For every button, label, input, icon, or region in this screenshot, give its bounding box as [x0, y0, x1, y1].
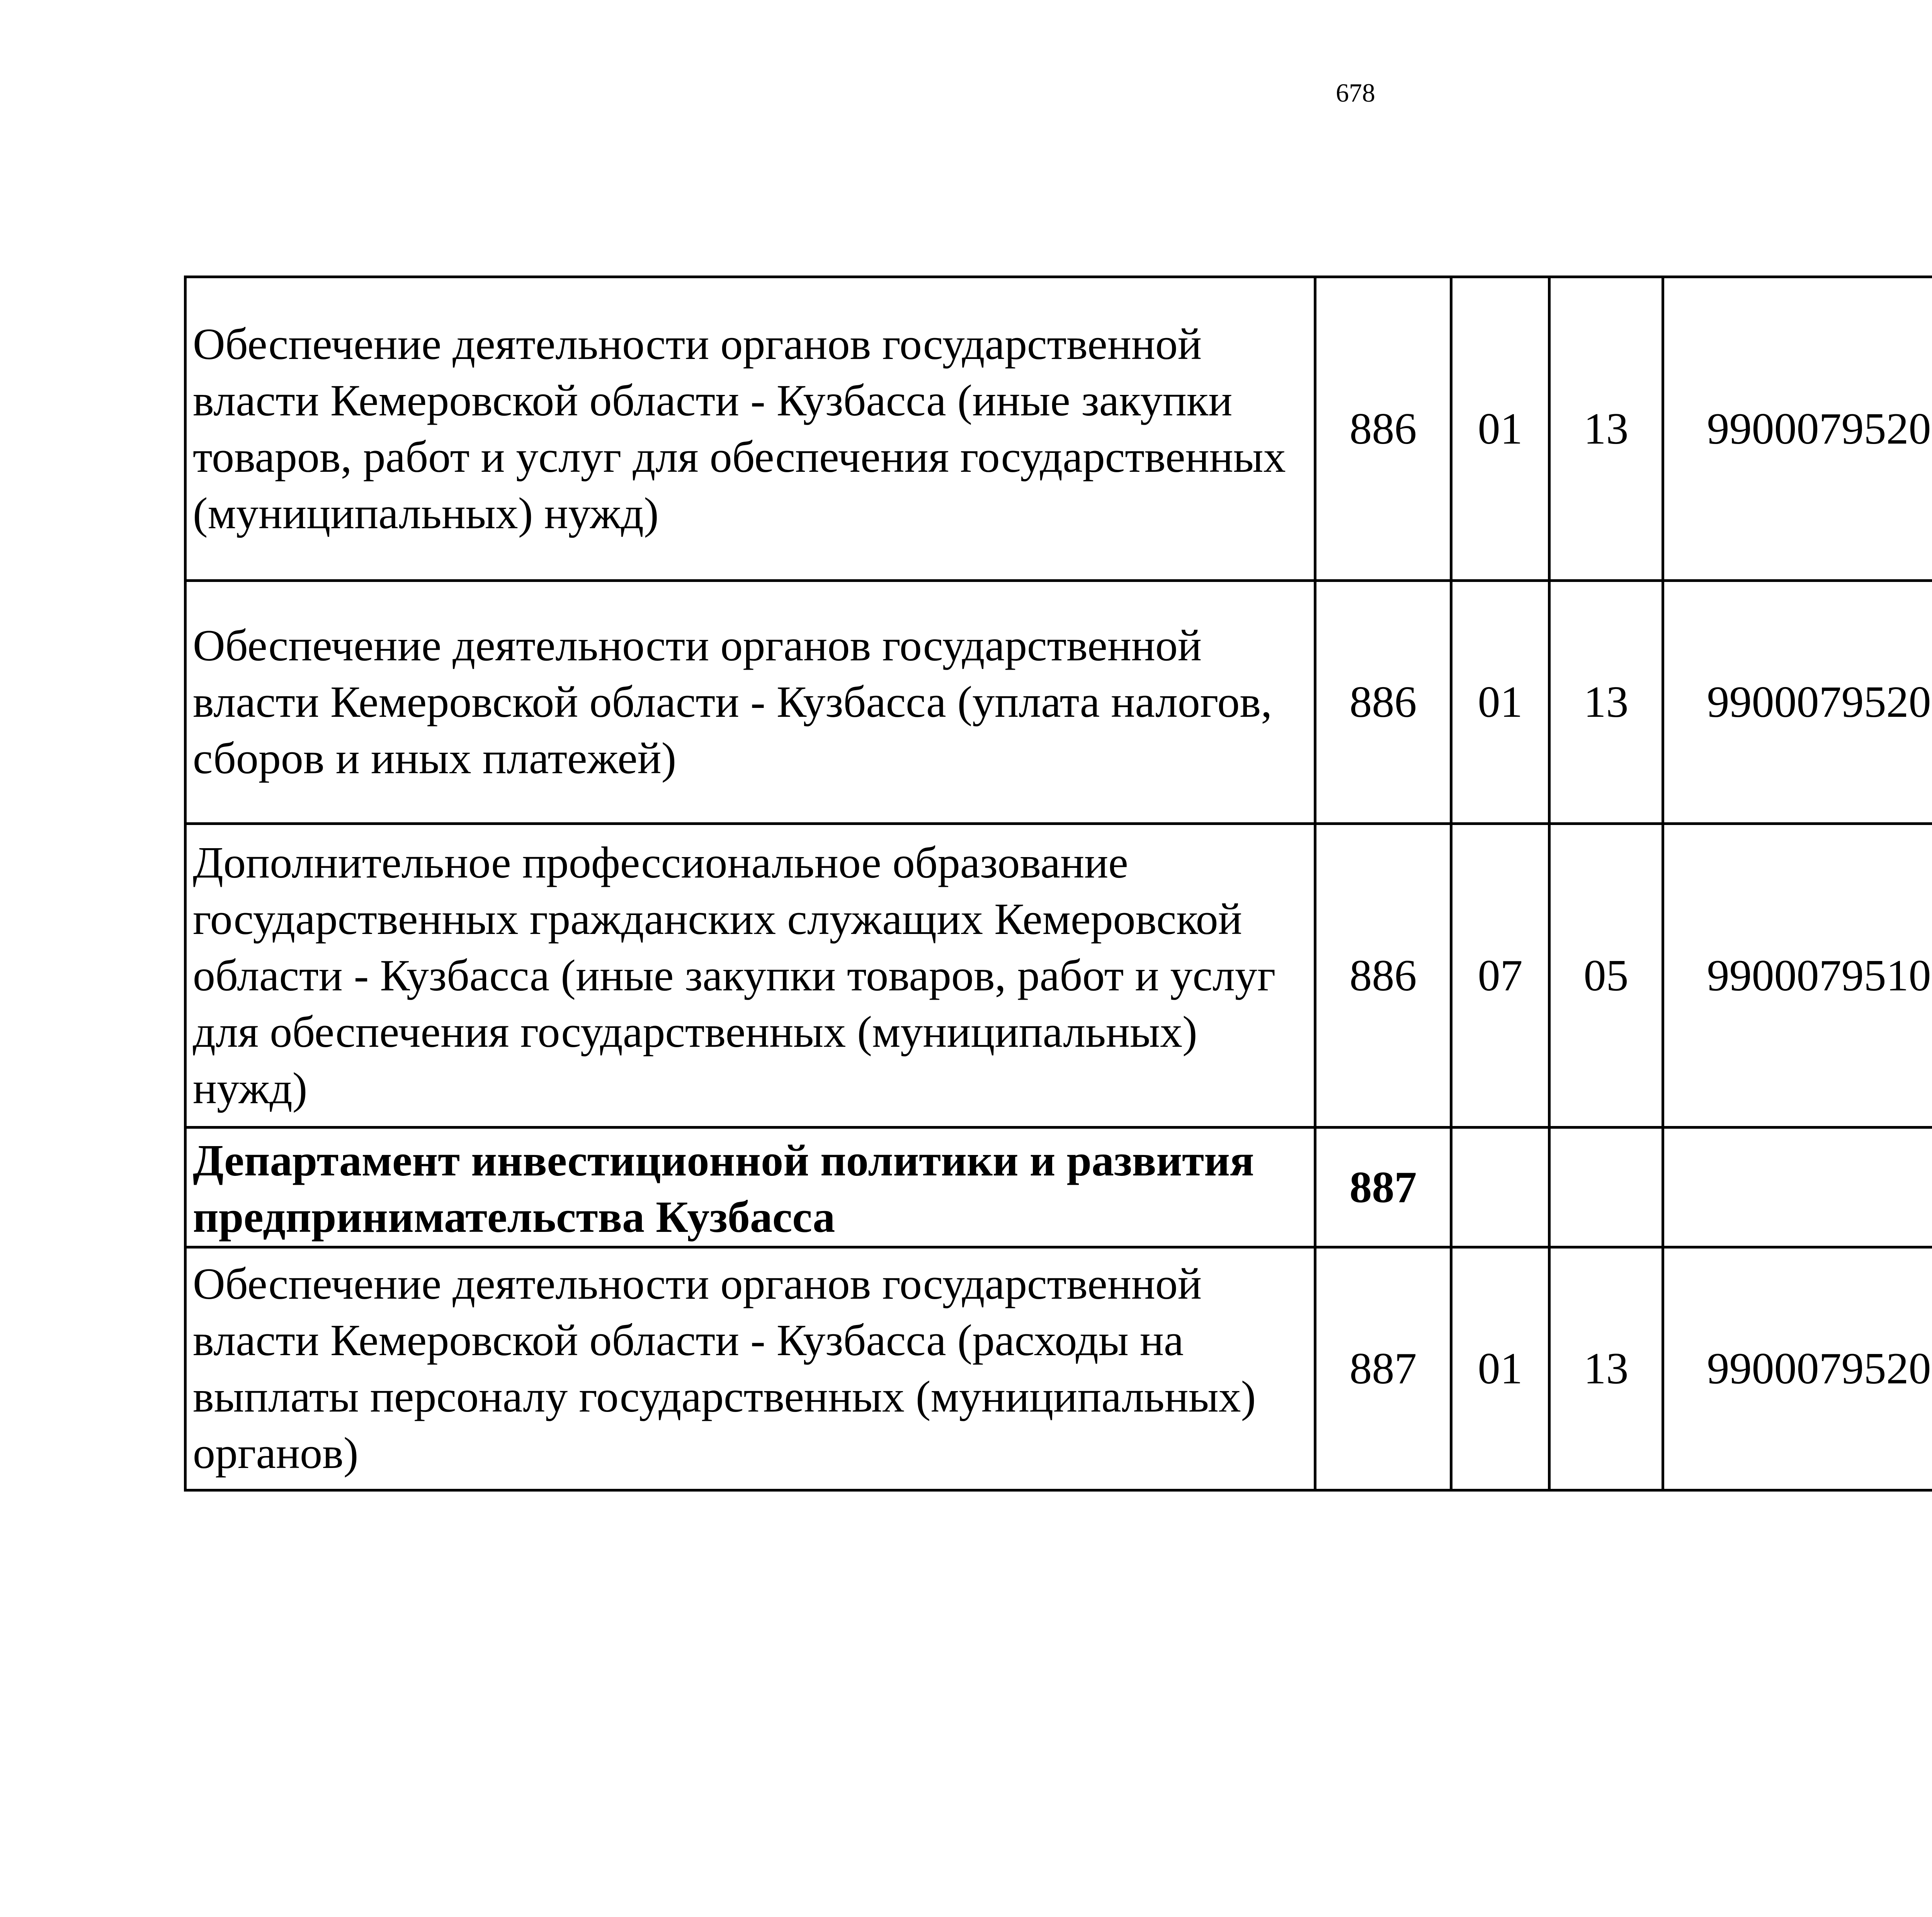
- target-article-code: 9900079520: [1663, 581, 1932, 824]
- ministry-code: 887: [1315, 1247, 1451, 1490]
- expense-name: Обеспечение деятельности органов государственной власти Кемеровской области - Кузбасса (иные закупки товаров, работ и услуг для обеспечения государственных (муниципальных) нужд): [185, 277, 1315, 581]
- table-row: [185, 581, 1932, 824]
- expense-name: Дополнительное профессиональное образование государственных гражданских служащих Кемеровской области - Кузбасса (иные закупки товаров, работ и услуг для обеспечения государственных (муниципальных) нужд): [185, 824, 1315, 1128]
- subsection-code: 13: [1549, 1247, 1663, 1490]
- target-article-code: 9900079520: [1663, 277, 1932, 581]
- target-article-code: 9900079520: [1663, 1247, 1932, 1490]
- section-code: 01: [1451, 581, 1549, 824]
- target-article-code: [1663, 1128, 1932, 1247]
- department-name: Департамент инвестиционной политики и развития предпринимательства Кузбасса: [185, 1128, 1315, 1247]
- section-code: 07: [1451, 824, 1549, 1128]
- subsection-code: 13: [1549, 581, 1663, 824]
- section-code: 01: [1451, 277, 1549, 581]
- section-code: [1451, 1128, 1549, 1247]
- table-row-department: [185, 1128, 1932, 1247]
- table-row: [185, 1247, 1932, 1490]
- expense-name: Обеспечение деятельности органов государственной власти Кемеровской области - Кузбасса (уплата налогов, сборов и иных платежей): [185, 581, 1315, 824]
- ministry-code: 887: [1315, 1128, 1451, 1247]
- subsection-code: 05: [1549, 824, 1663, 1128]
- ministry-code: 886: [1315, 277, 1451, 581]
- budget-table: [184, 276, 1932, 1492]
- section-code: 01: [1451, 1247, 1549, 1490]
- target-article-code: 9900079510: [1663, 824, 1932, 1128]
- ministry-code: 886: [1315, 824, 1451, 1128]
- ministry-code: 886: [1315, 581, 1451, 824]
- page-number: 678: [1336, 78, 1375, 107]
- expense-name: Обеспечение деятельности органов государственной власти Кемеровской области - Кузбасса (расходы на выплаты персоналу государственных (муниципальных) органов): [185, 1247, 1315, 1490]
- subsection-code: [1549, 1128, 1663, 1247]
- table-row: [185, 277, 1932, 581]
- table-row: [185, 824, 1932, 1128]
- subsection-code: 13: [1549, 277, 1663, 581]
